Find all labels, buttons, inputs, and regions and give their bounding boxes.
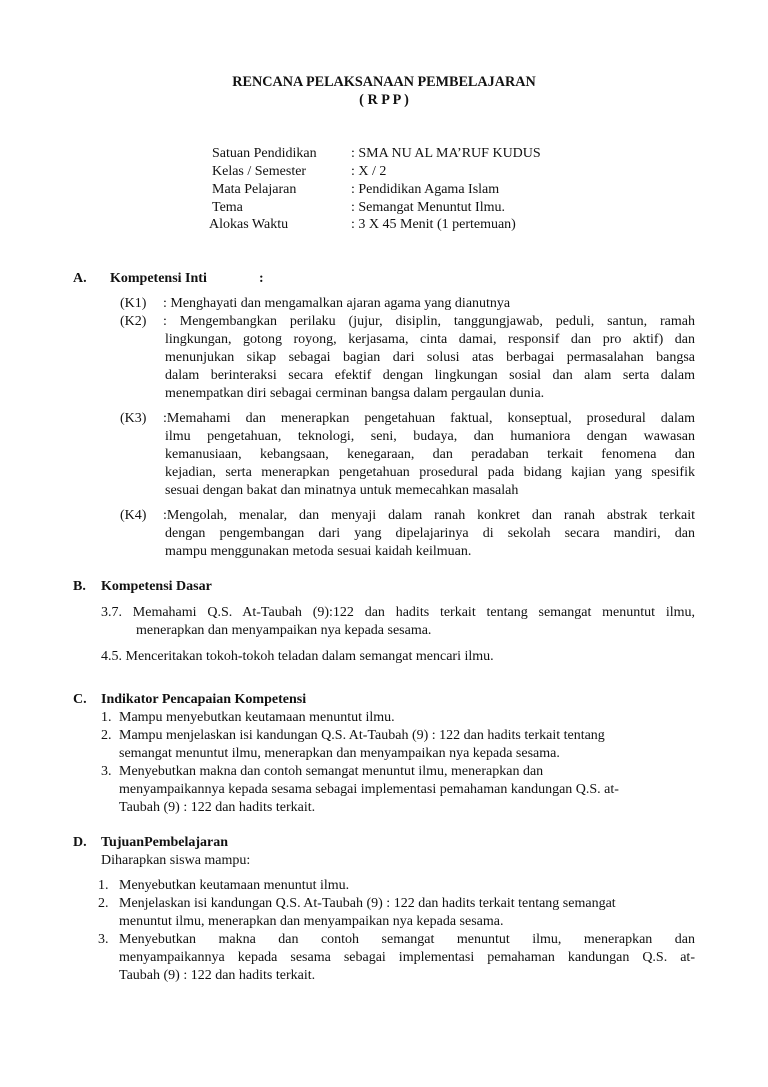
identity-label: Tema — [212, 200, 243, 215]
identity-label: Satuan Pendidikan — [212, 146, 317, 161]
kd-line: 4.5. Menceritakan tokoh-tokoh teladan dalam semangat mencari ilmu. — [101, 649, 494, 664]
ki-text-line: dengan pengembangan dari yang dipelajarinya di sekolah secara mandiri, dan — [165, 526, 695, 541]
kd-line: menerapkan dan menyampaikan nya kepada sesama. — [136, 623, 432, 638]
ki-text-line: lingkungan, gotong royong, kerjasama, cinta damai, responsif dan pro aktif) dan — [165, 332, 695, 347]
section-c-title: Indikator Pencapaian Kompetensi — [101, 692, 307, 707]
ki-code: (K2) — [120, 314, 147, 329]
list-number: 3. — [98, 932, 109, 947]
identity-value: : Pendidikan Agama Islam — [351, 182, 500, 197]
ki-text-line: mampu menggunakan metoda sesuai kaidah keilmuan. — [165, 544, 472, 559]
list-text-line: Menjelaskan isi kandungan Q.S. At-Taubah (9) : 122 dan hadits terkait tentang semangat — [119, 896, 616, 911]
identity-value: : X / 2 — [351, 164, 387, 179]
section-d-intro: Diharapkan siswa mampu: — [101, 853, 251, 868]
document-subtitle: ( R P P ) — [359, 92, 409, 108]
list-number: 1. — [101, 710, 112, 725]
list-text-line: semangat menuntut ilmu, menerapkan dan menyampaikan nya kepada sesama. — [119, 746, 560, 761]
list-text-line: menyampaikannya kepada sesama sebagai implementasi pemahaman kandungan Q.S. at- — [119, 950, 695, 965]
ki-text-line: ilmu pengetahuan, teknologi, seni, budaya, dan humaniora dengan wawasan — [165, 429, 695, 444]
ki-text-line: kemanusiaan, kebangsaan, kenegaraan, dan peradaban terkait fenomena dan — [165, 447, 695, 462]
ki-text-line: :Memahami dan menerapkan pengetahuan faktual, konseptual, prosedural dalam — [163, 411, 695, 426]
ki-text-line: : Menghayati dan mengamalkan ajaran agama yang dianutnya — [163, 296, 511, 311]
section-b-letter: B. — [73, 579, 86, 594]
list-text-line: Menyebutkan makna dan contoh semangat menuntut ilmu, menerapkan dan — [119, 764, 544, 779]
section-d-letter: D. — [73, 835, 87, 850]
list-text-line: Mampu menyebutkan keutamaan menuntut ilmu. — [119, 710, 395, 725]
ki-text-line: kejadian, serta menerapkan pengetahuan prosedural pada bidang kajian yang spesifik — [165, 465, 695, 480]
ki-text-line: :Mengolah, menalar, dan menyaji dalam ranah konkret dan ranah abstrak terkait — [163, 508, 695, 523]
identity-value: : SMA NU AL MA’RUF KUDUS — [351, 146, 541, 161]
document-title: RENCANA PELAKSANAAN PEMBELAJARAN — [232, 74, 536, 90]
ki-code: (K1) — [120, 296, 147, 311]
list-number: 3. — [101, 764, 112, 779]
identity-label: Kelas / Semester — [212, 164, 307, 179]
section-d-title: TujuanPembelajaran — [101, 835, 229, 850]
identity-label: Alokas Waktu — [209, 217, 289, 232]
section-a-title: Kompetensi Inti — [110, 271, 207, 286]
list-text-line: Menyebutkan keutamaan menuntut ilmu. — [119, 878, 350, 893]
identity-label: Mata Pelajaran — [212, 182, 297, 197]
list-number: 2. — [101, 728, 112, 743]
ki-text-line: menunjukan sikap sebagai bagian dari solusi atas berbagai permasalahan bangsa — [165, 350, 695, 365]
ki-text-line: : Mengembangkan perilaku (jujur, disiplin, tanggungjawab, peduli, santun, ramah — [163, 314, 695, 329]
list-text-line: menyampaikannya kepada sesama sebagai implementasi pemahaman kandungan Q.S. at- — [119, 782, 619, 797]
kd-line: 3.7. Memahami Q.S. At-Taubah (9):122 dan hadits terkait tentang semangat menuntut ilmu, — [101, 605, 695, 620]
section-a-letter: A. — [73, 271, 87, 286]
identity-value: : 3 X 45 Menit (1 pertemuan) — [351, 217, 516, 232]
list-text-line: Mampu menjelaskan isi kandungan Q.S. At-Taubah (9) : 122 dan hadits terkait tentang — [119, 728, 605, 743]
ki-text-line: sesuai dengan bakat dan minatnya untuk memecahkan masalah — [165, 483, 519, 498]
list-number: 2. — [98, 896, 109, 911]
ki-text-line: menempatkan diri sebagai cerminan bangsa dalam pergaulan dunia. — [165, 386, 545, 401]
list-text-line: Taubah (9) : 122 dan hadits terkait. — [119, 800, 316, 815]
ki-text-line: dalam berinteraksi secara efektif dengan lingkungan sosial dan alam serta dalam — [165, 368, 695, 383]
identity-value: : Semangat Menuntut Ilmu. — [351, 200, 505, 215]
list-text-line: menuntut ilmu, menerapkan dan menyampaikan nya kepada sesama. — [119, 914, 504, 929]
section-c-letter: C. — [73, 692, 87, 707]
list-number: 1. — [98, 878, 109, 893]
list-text-line: Menyebutkan makna dan contoh semangat menuntut ilmu, menerapkan dan — [119, 932, 695, 947]
section-b-title: Kompetensi Dasar — [101, 579, 212, 594]
ki-code: (K4) — [120, 508, 147, 523]
list-text-line: Taubah (9) : 122 dan hadits terkait. — [119, 968, 316, 983]
ki-code: (K3) — [120, 411, 147, 426]
section-a-colon: : — [259, 271, 264, 286]
